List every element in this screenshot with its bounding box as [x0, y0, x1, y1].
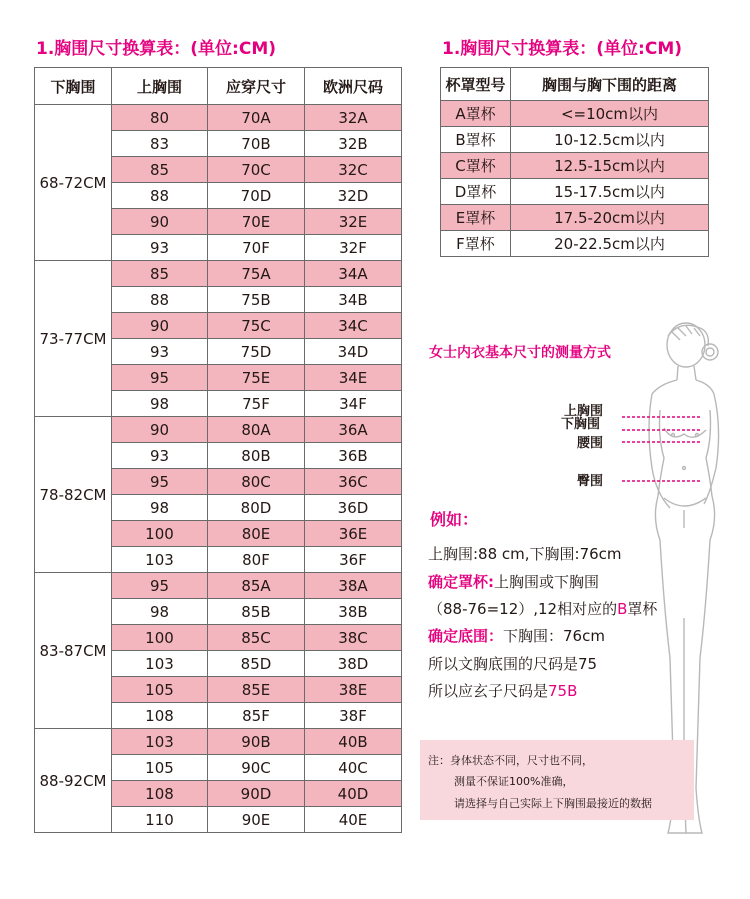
- note-line-2: 测量不保证100%准确，: [454, 775, 574, 788]
- table-row: [35, 417, 402, 443]
- table-cell: 20-22.5cm以内: [511, 231, 709, 257]
- table-cell: 95: [112, 365, 208, 391]
- example-line-5: 所以文胸底围的尺码是75: [428, 655, 598, 673]
- table-cell: 38E: [305, 677, 402, 703]
- measure-title: 女士内衣基本尺寸的测量方式: [429, 345, 611, 361]
- table-cell: 38B: [305, 599, 402, 625]
- table-cell: 34B: [305, 287, 402, 313]
- example-calc-text: （88-76=12）,12相对应的: [428, 600, 618, 618]
- table-cell: 40C: [305, 755, 402, 781]
- table-cell: 80F: [208, 547, 305, 573]
- table-cell: 90: [112, 417, 208, 443]
- table-cell: 85F: [208, 703, 305, 729]
- example-line-2: [428, 571, 599, 592]
- table-cell: 70F: [208, 235, 305, 261]
- table-cell: 103: [112, 729, 208, 755]
- table-cell: 15-17.5cm以内: [511, 179, 709, 205]
- band-range-cell: 73-77CM: [35, 261, 112, 417]
- table-cell: 103: [112, 547, 208, 573]
- table-row: [441, 101, 709, 127]
- table-cell: 36C: [305, 469, 402, 495]
- band-range-cell: 78-82CM: [35, 417, 112, 573]
- table-cell: 90D: [208, 781, 305, 807]
- table-row: [441, 179, 709, 205]
- table-row: [441, 231, 709, 257]
- size-header-1: 上胸围: [112, 68, 208, 105]
- table-cell: <=10cm以内: [511, 101, 709, 127]
- lower-bust-label: 下胸围: [561, 417, 601, 432]
- table-row: [441, 205, 709, 231]
- table-cell: 93: [112, 339, 208, 365]
- table-cell: 70B: [208, 131, 305, 157]
- table-cell: 70D: [208, 183, 305, 209]
- note-line-3: 请选择与自己实际上下胸围最接近的数据: [454, 797, 652, 810]
- table-row: [35, 105, 402, 131]
- table-cell: 85D: [208, 651, 305, 677]
- note-box: [420, 740, 694, 820]
- table-cell: C罩杯: [441, 153, 511, 179]
- size-table-title: 1.胸围尺寸换算表：(单位:CM): [36, 39, 277, 59]
- table-cell: 93: [112, 443, 208, 469]
- example-cup-text: 上胸围或下胸围: [494, 573, 600, 591]
- table-cell: 75A: [208, 261, 305, 287]
- table-cell: 105: [112, 755, 208, 781]
- table-cell: 80D: [208, 495, 305, 521]
- table-cell: 75B: [208, 287, 305, 313]
- table-cell: 40D: [305, 781, 402, 807]
- table-cell: 98: [112, 391, 208, 417]
- table-cell: 80: [112, 105, 208, 131]
- table-cell: 34F: [305, 391, 402, 417]
- note-line-1: 注：身体状态不同，尺寸也不同，: [428, 754, 593, 767]
- table-cell: 34D: [305, 339, 402, 365]
- example-line-4: [428, 625, 605, 646]
- table-cell: A罩杯: [441, 101, 511, 127]
- table-cell: 32C: [305, 157, 402, 183]
- table-cell: 100: [112, 521, 208, 547]
- table-cell: 98: [112, 495, 208, 521]
- table-cell: 70E: [208, 209, 305, 235]
- table-cell: 36D: [305, 495, 402, 521]
- table-cell: 88: [112, 183, 208, 209]
- table-cell: 90: [112, 209, 208, 235]
- cup-size-table: [440, 67, 709, 257]
- table-cell: 32B: [305, 131, 402, 157]
- table-cell: D罩杯: [441, 179, 511, 205]
- table-cell: 80C: [208, 469, 305, 495]
- table-cell: 108: [112, 703, 208, 729]
- table-cell: 36A: [305, 417, 402, 443]
- table-cell: 85: [112, 261, 208, 287]
- table-cell: 90C: [208, 755, 305, 781]
- cup-header-0: 杯罩型号: [441, 68, 511, 101]
- table-cell: 110: [112, 807, 208, 833]
- cup-header-1: 胸围与胸下围的距离: [511, 68, 709, 101]
- table-cell: 12.5-15cm以内: [511, 153, 709, 179]
- example-band-label: 确定底围：: [428, 627, 504, 645]
- table-cell: 80B: [208, 443, 305, 469]
- table-cell: 70C: [208, 157, 305, 183]
- table-cell: 36E: [305, 521, 402, 547]
- table-cell: 70A: [208, 105, 305, 131]
- table-cell: 103: [112, 651, 208, 677]
- table-cell: 40E: [305, 807, 402, 833]
- table-row: [35, 729, 402, 755]
- example-band-text: 下胸围：76cm: [503, 627, 605, 645]
- table-cell: 32A: [305, 105, 402, 131]
- table-cell: B罩杯: [441, 127, 511, 153]
- waist-label: 腰围: [577, 436, 604, 451]
- size-header-2: 应穿尺寸: [208, 68, 305, 105]
- table-cell: 36F: [305, 547, 402, 573]
- table-cell: 38D: [305, 651, 402, 677]
- upper-bust-label: 上胸围: [564, 404, 604, 419]
- example-cup-suffix: 罩杯: [627, 600, 658, 618]
- table-cell: 80E: [208, 521, 305, 547]
- table-cell: 83: [112, 131, 208, 157]
- table-cell: 100: [112, 625, 208, 651]
- table-row: [35, 261, 402, 287]
- table-cell: 93: [112, 235, 208, 261]
- table-cell: 40B: [305, 729, 402, 755]
- table-cell: 34A: [305, 261, 402, 287]
- table-cell: 85B: [208, 599, 305, 625]
- table-cell: 32E: [305, 209, 402, 235]
- size-header-0: 下胸围: [35, 68, 112, 105]
- table-cell: 90: [112, 313, 208, 339]
- table-cell: 38A: [305, 573, 402, 599]
- table-cell: 75F: [208, 391, 305, 417]
- table-cell: 34C: [305, 313, 402, 339]
- example-result-text: 所以应玄子尺码是: [428, 682, 549, 700]
- band-range-cell: 68-72CM: [35, 105, 112, 261]
- table-cell: 105: [112, 677, 208, 703]
- band-range-cell: 88-92CM: [35, 729, 112, 833]
- table-cell: 88: [112, 287, 208, 313]
- example-cup-label: 确定罩杯:: [428, 573, 494, 591]
- example-result-size: 75B: [548, 682, 578, 700]
- table-cell: 34E: [305, 365, 402, 391]
- table-row: [441, 127, 709, 153]
- table-cell: 98: [112, 599, 208, 625]
- table-cell: 32D: [305, 183, 402, 209]
- size-conversion-table: [34, 67, 402, 833]
- table-cell: F罩杯: [441, 231, 511, 257]
- cup-table-title: 1.胸围尺寸换算表：(单位:CM): [442, 39, 683, 59]
- table-row: [35, 573, 402, 599]
- table-cell: 90B: [208, 729, 305, 755]
- table-cell: 85C: [208, 625, 305, 651]
- size-header-3: 欧洲尺码: [305, 68, 402, 105]
- example-line-6: [428, 680, 577, 701]
- table-cell: E罩杯: [441, 205, 511, 231]
- table-cell: 75C: [208, 313, 305, 339]
- table-cell: 85A: [208, 573, 305, 599]
- table-cell: 85: [112, 157, 208, 183]
- band-range-cell: 83-87CM: [35, 573, 112, 729]
- table-cell: 75D: [208, 339, 305, 365]
- table-cell: 32F: [305, 235, 402, 261]
- table-cell: 17.5-20cm以内: [511, 205, 709, 231]
- table-row: [441, 153, 709, 179]
- example-line-3: [428, 598, 657, 619]
- table-cell: 95: [112, 469, 208, 495]
- hip-label: 臀围: [577, 474, 604, 489]
- table-cell: 80A: [208, 417, 305, 443]
- table-cell: 108: [112, 781, 208, 807]
- example-title: 例如：: [430, 510, 479, 529]
- example-line-1: 上胸围:88 cm,下胸围:76cm: [428, 545, 622, 563]
- table-cell: 95: [112, 573, 208, 599]
- table-cell: 38F: [305, 703, 402, 729]
- table-cell: 10-12.5cm以内: [511, 127, 709, 153]
- example-cup-letter: B: [617, 600, 628, 618]
- table-cell: 75E: [208, 365, 305, 391]
- table-cell: 36B: [305, 443, 402, 469]
- table-cell: 90E: [208, 807, 305, 833]
- table-cell: 38C: [305, 625, 402, 651]
- table-cell: 85E: [208, 677, 305, 703]
